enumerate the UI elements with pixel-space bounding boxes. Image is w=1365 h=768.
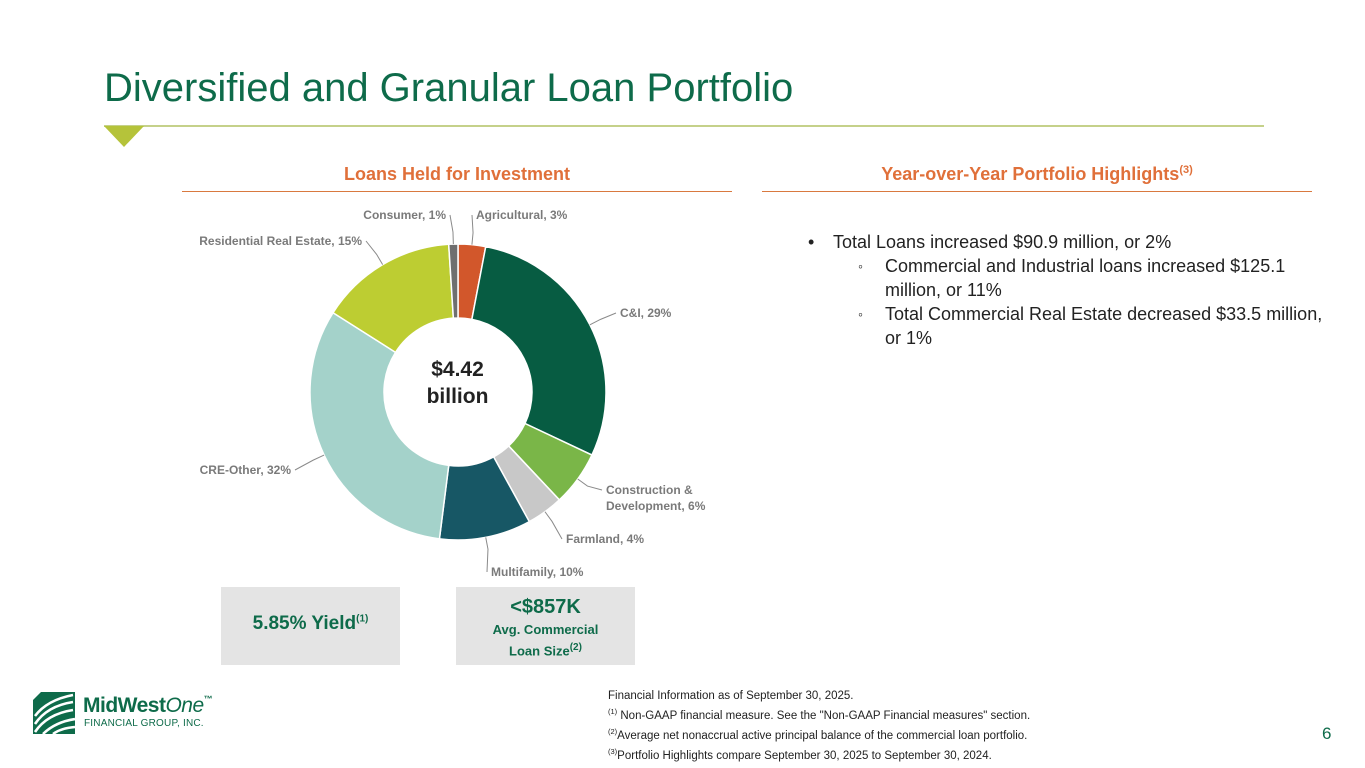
slice-label: Residential Real Estate, 15% <box>199 234 362 248</box>
highlight-sub-text: Commercial and Industrial loans increased $125.1 million, or 11% <box>885 256 1286 300</box>
highlights-heading-rule <box>762 191 1312 192</box>
slice-label: Agricultural, 3% <box>476 208 568 222</box>
slice-label: Construction & Development, 6% <box>606 483 706 513</box>
page-number: 6 <box>1322 724 1332 743</box>
yield-value <box>221 613 400 635</box>
bullet-circle-icon: ◦ <box>858 258 863 274</box>
center-unit: billion <box>426 385 489 408</box>
footnote-item <box>608 704 1168 724</box>
page-title: Diversified and Granular Loan Portfolio <box>104 66 794 110</box>
yield-callout-box <box>221 587 400 665</box>
highlights-section-heading <box>762 164 1312 188</box>
loans-heading-text: Loans Held for Investment <box>343 164 571 184</box>
slice-leader-line <box>578 479 602 490</box>
highlight-main-text: Total Loans increased $90.9 million, or 2% <box>833 232 1172 252</box>
donut-center-total <box>400 356 515 410</box>
yield-note: (1) <box>356 613 369 625</box>
footnote-item <box>608 724 1168 744</box>
loan-size-callout-box <box>456 587 635 665</box>
company-logo <box>33 692 233 736</box>
center-amount: $4.42 <box>431 358 484 381</box>
logo-wordmark <box>83 694 212 718</box>
slice-leader-line <box>486 537 488 572</box>
highlight-sub-item <box>808 302 1328 350</box>
donut-slice <box>472 247 606 455</box>
title-accent-triangle <box>104 126 144 147</box>
loan-size-caption-line1: Avg. Commercial <box>492 622 599 637</box>
slice-label: Consumer, 1% <box>363 208 446 222</box>
slice-label: Multifamily, 10% <box>491 565 584 579</box>
yield-text: 5.85% Yield <box>252 613 357 634</box>
logo-subtitle: FINANCIAL GROUP, INC. <box>84 718 204 729</box>
slice-leader-line <box>590 313 616 325</box>
loans-section-heading <box>182 164 732 188</box>
footnote-item <box>608 744 1168 764</box>
bullet-circle-icon: ◦ <box>858 306 863 322</box>
loan-size-caption <box>456 621 635 660</box>
loan-size-value: <$857K <box>510 596 581 618</box>
loan-size-caption-line2: Loan Size <box>509 643 570 659</box>
footnotes <box>608 688 1168 763</box>
footnote-mark: (2) <box>608 726 618 736</box>
slice-leader-line <box>450 215 453 244</box>
highlight-sub-text: Total Commercial Real Estate decreased $33.5 million, or 1% <box>885 304 1323 348</box>
slice-leader-line <box>545 512 562 539</box>
logo-name-bold: MidWest <box>83 694 166 717</box>
loans-heading-rule <box>182 191 732 192</box>
slice-label: CRE-Other, 32% <box>199 463 291 477</box>
logo-name-italic: One <box>165 694 204 717</box>
footnote-text: Non-GAAP financial measure. See the "Non-GAAP Financial measures" section. <box>617 709 1031 722</box>
title-underline <box>104 125 1264 127</box>
highlights-heading-note: (3) <box>1179 164 1193 176</box>
footnote-text: Average net nonaccrual active principal balance of the commercial loan portfolio. <box>617 729 1028 742</box>
logo-trademark: ™ <box>203 694 213 704</box>
slice-leader-line <box>295 455 324 470</box>
footnote-mark: (3) <box>608 746 618 756</box>
footnote-lead: Financial Information as of September 30, 2025. <box>608 690 854 702</box>
footnote-mark: (1) <box>608 707 618 716</box>
highlight-main-item <box>808 230 1328 254</box>
highlights-heading-text: Year-over-Year Portfolio Highlights <box>881 164 1180 184</box>
slice-label: Farmland, 4% <box>566 532 645 546</box>
highlight-sub-item <box>808 254 1328 302</box>
bullet-dot-icon: • <box>808 232 815 252</box>
donut-slice <box>310 313 449 539</box>
slice-label: C&I, 29% <box>620 306 672 320</box>
loan-size-note: (2) <box>569 642 582 653</box>
slice-leader-line <box>366 241 383 265</box>
slice-leader-line <box>472 215 473 245</box>
footnote-text: Portfolio Highlights compare September 30, 2025 to September 30, 2024. <box>617 749 992 762</box>
wheat-field-logo-icon <box>33 692 75 734</box>
highlights-list <box>808 230 1328 350</box>
